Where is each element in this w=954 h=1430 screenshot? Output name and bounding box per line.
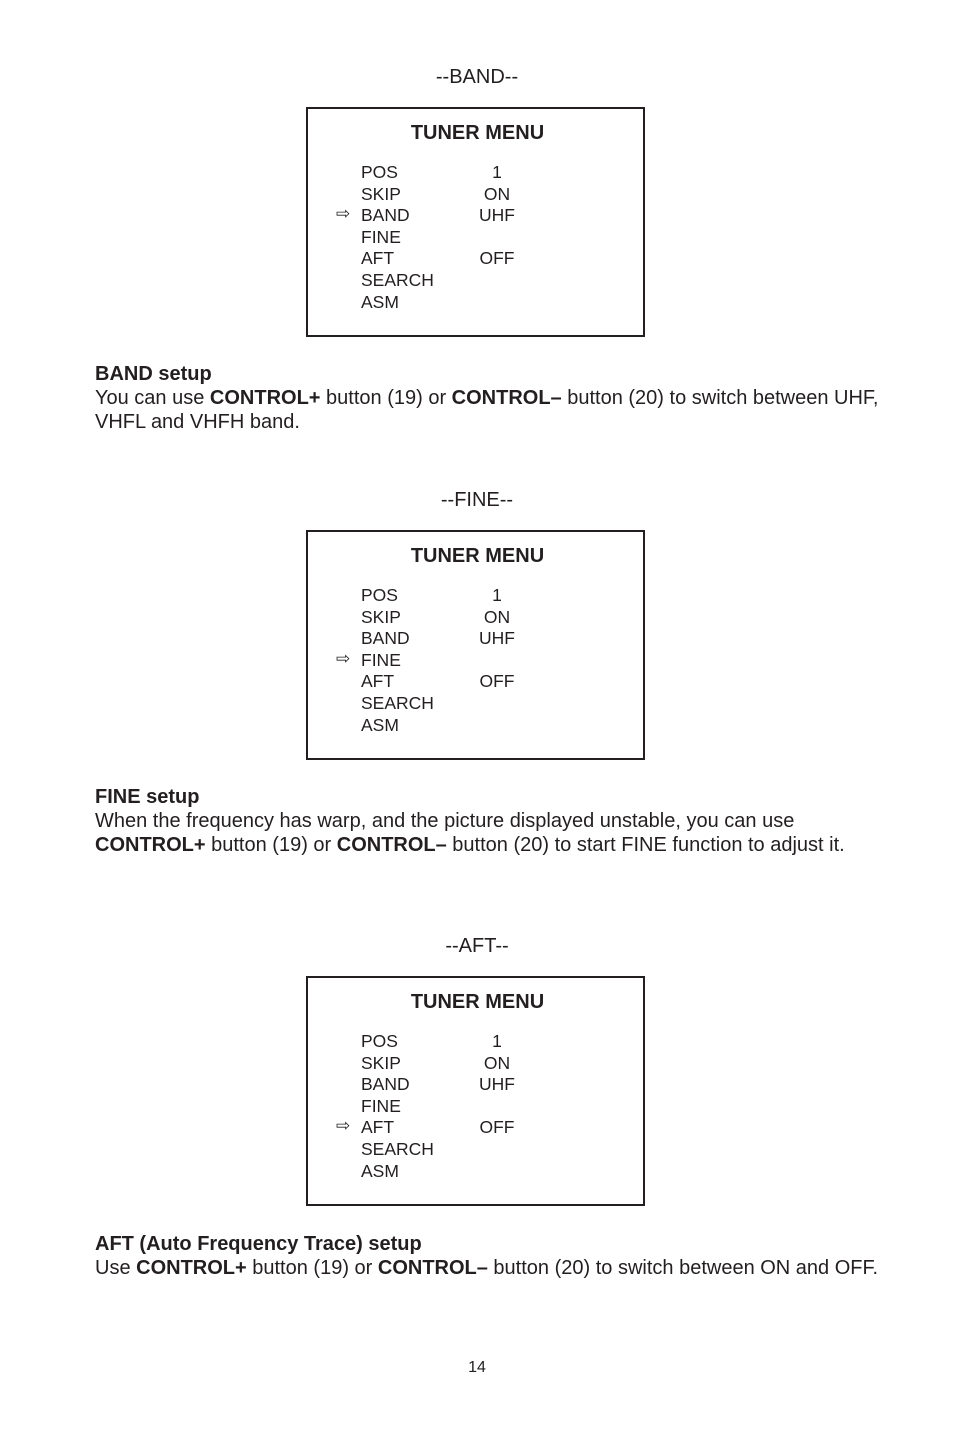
fine-setup-control-minus: CONTROL– [336, 834, 447, 856]
menu-item-band [308, 1073, 643, 1095]
menu-item-search [308, 692, 643, 714]
menu-item-asm [308, 1160, 643, 1182]
menu-item-value: ON [483, 1052, 511, 1073]
menu-item-pos [308, 161, 643, 183]
menu-item-skip [308, 606, 643, 628]
band-setup-control-minus: CONTROL– [451, 387, 562, 409]
band-setup-text-2: button (19) or [320, 387, 452, 409]
menu-item-value: UHF [479, 628, 515, 649]
menu-item-band [308, 204, 643, 226]
selection-arrow-icon: ⇨ [336, 648, 351, 668]
menu-item-value: OFF [479, 248, 515, 269]
band-setup-text-3: button (20) to switch between UHF, VHFL and VHFH band. [95, 387, 879, 433]
menu-item-label: FINE [361, 226, 401, 247]
menu-item-search [308, 1138, 643, 1160]
band-setup-control-plus: CONTROL+ [209, 387, 321, 409]
menu-item-label: FINE [361, 649, 401, 670]
menu-title: TUNER MENU [410, 991, 545, 1013]
menu-item-value: ON [483, 183, 511, 204]
menu-item-value: OFF [479, 1117, 515, 1138]
page-number: 14 [468, 1359, 486, 1376]
menu-item-label: BAND [361, 1074, 410, 1095]
menu-item-asm [308, 714, 643, 736]
menu-item-label: AFT [361, 671, 395, 692]
aft-setup-control-plus: CONTROL+ [136, 1257, 247, 1279]
menu-item-label: BAND [361, 628, 410, 649]
menu-item-label: POS [361, 1031, 398, 1051]
aft-tuner-menu [306, 976, 645, 1206]
menu-item-label: SKIP [361, 183, 401, 204]
menu-item-label: POS [361, 162, 398, 182]
aft-setup-section [95, 1232, 895, 1280]
menu-item-pos [308, 1030, 643, 1052]
fine-menu-heading: --FINE-- [440, 489, 514, 511]
aft-setup-text-2: button (19) or [246, 1257, 378, 1279]
menu-item-label: AFT [361, 1117, 395, 1138]
menu-item-label: ASM [361, 1160, 399, 1181]
fine-setup-text-3: button (20) to start FINE function to adjust it. [446, 834, 845, 856]
band-menu-heading: --BAND-- [435, 66, 519, 88]
menu-item-label: BAND [361, 205, 410, 226]
aft-setup-text-3: button (20) to switch between ON and OFF. [487, 1257, 879, 1279]
menu-item-label: ASM [361, 714, 399, 735]
selection-arrow-icon: ⇨ [336, 1116, 351, 1136]
menu-item-aft [308, 670, 643, 692]
menu-item-band [308, 627, 643, 649]
menu-item-label: POS [361, 585, 398, 605]
menu-title: TUNER MENU [410, 545, 545, 567]
menu-item-label: AFT [361, 248, 395, 269]
menu-item-skip [308, 1052, 643, 1074]
aft-setup-control-minus: CONTROL– [377, 1257, 488, 1279]
band-setup-title: BAND setup [95, 363, 212, 385]
menu-item-label: SKIP [361, 606, 401, 627]
menu-item-pos [308, 584, 643, 606]
band-setup-text-1: You can use [95, 387, 210, 409]
menu-item-value: OFF [479, 671, 515, 692]
menu-item-value: UHF [479, 1074, 515, 1095]
menu-item-value: 1 [492, 162, 502, 182]
fine-setup-control-plus: CONTROL+ [95, 834, 206, 856]
fine-setup-section [95, 785, 895, 857]
menu-item-label: FINE [361, 1095, 401, 1116]
menu-item-value: 1 [492, 585, 502, 605]
menu-item-fine [308, 226, 643, 248]
menu-item-search [308, 269, 643, 291]
menu-item-value: ON [483, 606, 511, 627]
menu-item-label: SEARCH [361, 270, 434, 290]
menu-item-value: UHF [479, 205, 515, 226]
menu-item-value: 1 [492, 1031, 502, 1051]
menu-item-skip [308, 183, 643, 205]
aft-setup-text-1: Use [95, 1257, 137, 1279]
menu-item-label: SEARCH [361, 1139, 434, 1159]
selection-arrow-icon: ⇨ [336, 204, 351, 224]
fine-setup-title: FINE setup [95, 786, 200, 808]
menu-item-label: ASM [361, 291, 399, 312]
fine-setup-text-2: button (19) or [205, 834, 337, 856]
aft-menu-heading: --AFT-- [445, 935, 509, 957]
aft-setup-title: AFT (Auto Frequency Trace) setup [95, 1233, 422, 1255]
menu-item-asm [308, 291, 643, 313]
menu-item-fine [308, 649, 643, 671]
band-setup-section [95, 362, 895, 434]
fine-tuner-menu [306, 530, 645, 760]
band-tuner-menu [306, 107, 645, 337]
menu-item-aft [308, 247, 643, 269]
menu-item-aft [308, 1116, 643, 1138]
menu-title: TUNER MENU [410, 122, 545, 144]
menu-item-fine [308, 1095, 643, 1117]
menu-item-label: SKIP [361, 1052, 401, 1073]
fine-setup-text-1: When the frequency has warp, and the picture displayed unstable, you can use [95, 810, 795, 832]
menu-item-label: SEARCH [361, 693, 434, 713]
